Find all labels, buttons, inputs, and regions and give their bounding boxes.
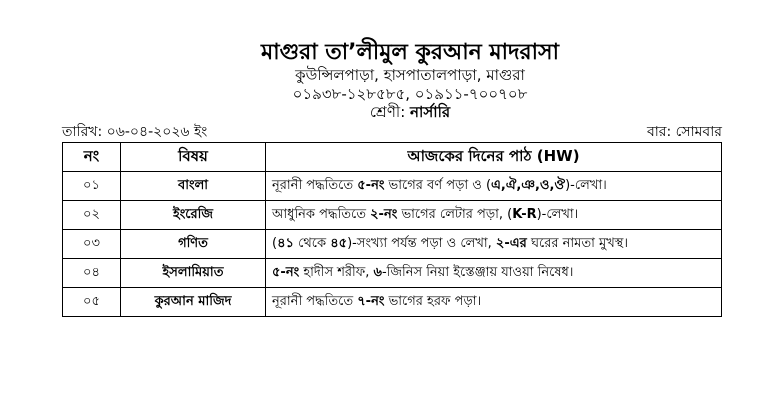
header-lesson: আজকের দিনের পাঠ (HW) (266, 143, 722, 172)
row-lesson (266, 201, 722, 230)
row-subject: গণিত (121, 230, 266, 259)
day-text: বার: সোমবার (646, 124, 722, 140)
table-row (63, 172, 722, 201)
row-lesson (266, 172, 722, 201)
lesson-text: ভাগের লেটার পড়া, ( (397, 206, 513, 222)
document-header (0, 40, 780, 121)
row-subject: ইংরেজি (121, 201, 266, 230)
lesson-text: ঘরের নামতা মুখস্থ। (526, 235, 629, 251)
lesson-text: )-সংখ্যা পর্যন্ত পড়া ও লেখা, (347, 235, 496, 251)
lesson-text: )-লেখা। (565, 177, 607, 193)
header-subject: বিষয় (121, 143, 266, 172)
lesson-text: নূরানী পদ্ধতিতে (272, 293, 358, 309)
row-subject: ইসলামিয়াত (121, 259, 266, 288)
header-number: নং (63, 143, 121, 172)
school-address: কুউন্সিলপাড়া, হাসপাতালপাড়া, মাগুরা (295, 66, 525, 84)
row-lesson (266, 288, 722, 317)
class-line (40, 103, 780, 121)
lesson-text: থেকে (293, 235, 331, 251)
lesson-emphasis: এ,ঐ,ঞ,ও,ঔ (491, 177, 566, 193)
lesson-emphasis: ২-এর (495, 235, 527, 251)
lesson-text: আধুনিক পদ্ধতিতে (272, 206, 371, 222)
row-number: ০৪ (63, 259, 121, 288)
class-value: নার্সারি (410, 103, 451, 121)
lesson-text: ভাগের বর্ণ পড়া ও ( (384, 177, 492, 193)
lesson-emphasis: ৫-নং (357, 177, 385, 193)
lesson-emphasis: ৪১ (277, 235, 294, 251)
table-row (63, 201, 722, 230)
lesson-text: )-লেখা। (536, 206, 579, 222)
lesson-emphasis: K-R (512, 206, 537, 222)
row-number: ০৫ (63, 288, 121, 317)
row-number: ০২ (63, 201, 121, 230)
row-lesson (266, 259, 722, 288)
lesson-text: হাদীস শরীফ, (299, 264, 374, 280)
table-row (63, 288, 722, 317)
row-subject: কুরআন মাজিদ (121, 288, 266, 317)
row-subject: বাংলা (121, 172, 266, 201)
row-number: ০৩ (63, 230, 121, 259)
row-number: ০১ (63, 172, 121, 201)
table-row (63, 230, 722, 259)
lesson-emphasis: ৭-নং (357, 293, 385, 309)
lesson-text: ( (272, 235, 278, 251)
lesson-text: -জিনিস নিয়া ইস্তেঞ্জায় যাওয়া নিষেধ। (381, 264, 574, 280)
lesson-text: ভাগের হরফ পড়া। (384, 293, 482, 309)
homework-table (62, 142, 722, 317)
table-header-row (63, 143, 722, 172)
lesson-emphasis: ৫-নং (272, 264, 300, 280)
phone-numbers: ০১৯৩৮-১২৮৫৮৫, ০১৯১১-৭০০৭০৮ (292, 85, 528, 103)
lesson-emphasis: ৬ (373, 264, 382, 280)
lesson-emphasis: ৪৫ (330, 235, 348, 251)
table-row (63, 259, 722, 288)
school-name: মাগুরা তা’লীমুল কুরআন মাদরাসা (261, 40, 559, 65)
class-label: শ্রেণী: (369, 103, 406, 121)
row-lesson (266, 230, 722, 259)
lesson-emphasis: ২-নং (370, 206, 398, 222)
lesson-text: নূরানী পদ্ধতিতে (272, 177, 358, 193)
date-text: তারিখ: ০৬-০৪-২০২৬ ইং (62, 124, 208, 140)
